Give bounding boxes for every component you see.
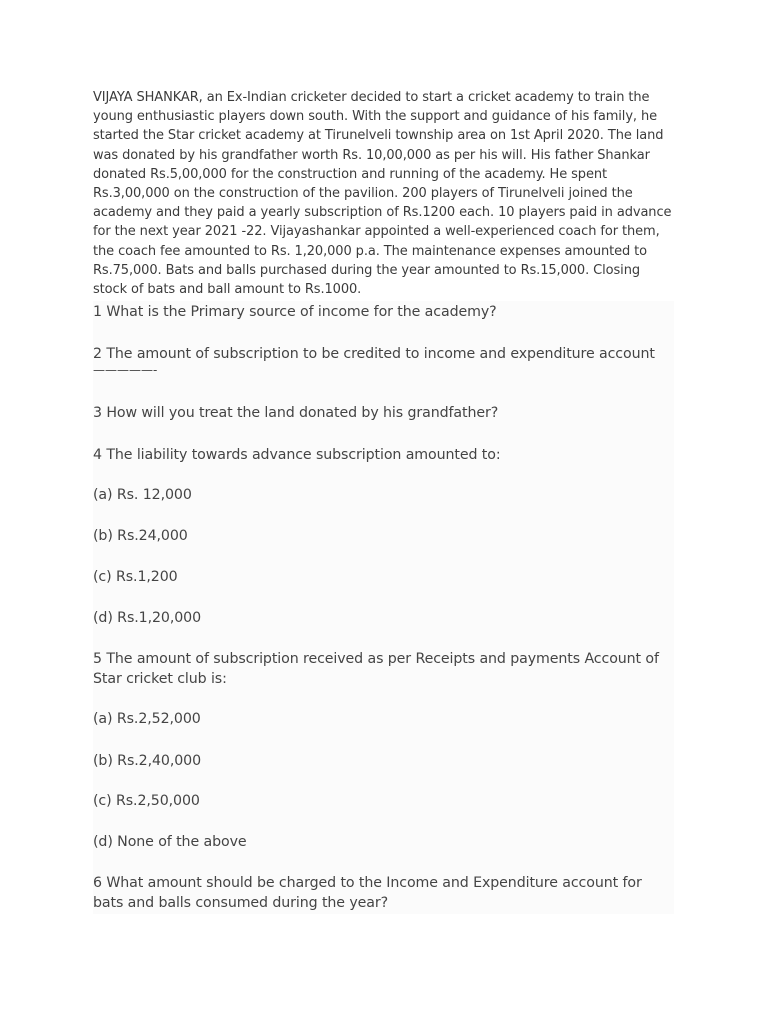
document-page xyxy=(93,88,674,914)
question-4-option-a: (a) Rs. 12,000 xyxy=(93,487,192,504)
question-5: 5 The amount of subscription received as per Receipts and payments Account of Star cricket club is: xyxy=(93,651,659,687)
question-4-option-b: (b) Rs.24,000 xyxy=(93,527,188,544)
question-2: 2 The amount of subscription to be credited to income and expenditure account xyxy=(93,345,655,362)
answer-blank: —————- xyxy=(93,363,158,378)
question-5-option-c: (c) Rs.2,50,000 xyxy=(93,793,200,810)
question-1: 1 What is the Primary source of income for the academy? xyxy=(93,304,497,321)
case-study-passage: VIJAYA SHANKAR, an Ex-Indian cricketer decided to start a cricket academy to train the young enthusiastic players down south. With the support and guidance of his family, he started the Star cricket academy at Tirunelveli township area on 1st April 2020. The land was donated by his grandfather worth Rs. 10,00,000 as per his will. His father Shankar donated Rs.5,00,000 for the construction and running of the academy. He spent Rs.3,00,000 on the construction of the pavilion. 200 players of Tirunelveli joined the academy and they paid a yearly subscription of Rs.1200 each. 10 players paid in advance for the next year 2021 -22. Vijayashankar appointed a well-experienced coach for them, the coach fee amounted to Rs. 1,20,000 p.a. The maintenance expenses amounted to Rs.75,000. Bats and balls purchased during the year amounted to Rs.15,000. Closing stock of bats and ball amount to Rs.1000. xyxy=(93,90,672,298)
question-6: 6 What amount should be charged to the Income and Expenditure account for bats and balls consumed during the year? xyxy=(93,875,642,911)
question-2-block xyxy=(93,345,674,377)
question-5-option-a: (a) Rs.2,52,000 xyxy=(93,711,201,728)
question-5-option-b: (b) Rs.2,40,000 xyxy=(93,752,202,769)
question-4: 4 The liability towards advance subscription amounted to: xyxy=(93,446,501,463)
question-5-option-d: (d) None of the above xyxy=(93,833,247,850)
question-4-option-d: (d) Rs.1,20,000 xyxy=(93,609,202,626)
question-list xyxy=(93,301,674,914)
question-4-option-c: (c) Rs.1,200 xyxy=(93,569,178,586)
question-3: 3 How will you treat the land donated by his grandfather? xyxy=(93,405,499,422)
